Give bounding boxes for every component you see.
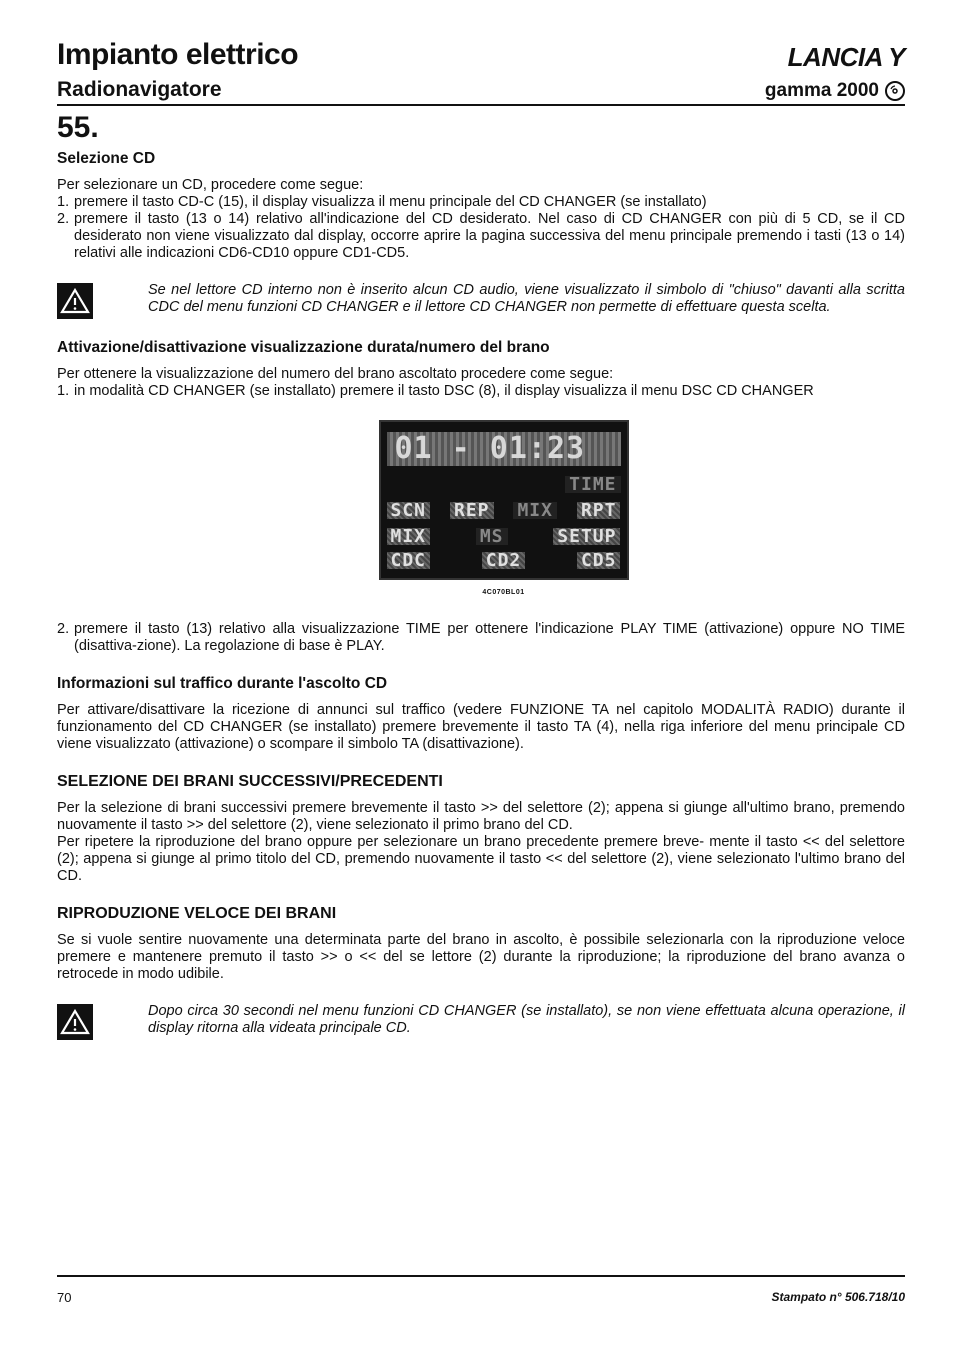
warning-text: Dopo circa 30 secondi nel menu funzioni CD CHANGER (se installato), se non viene effettuata alcuna operazione, il display ritorna alla videata principale CD. <box>148 1003 905 1036</box>
print-reference: Stampato n° 506.718/10 <box>771 1290 905 1304</box>
lcd-cell: CD2 <box>482 552 526 569</box>
list-number: 1. <box>57 383 70 399</box>
paragraph: Per selezionare un CD, procedere come segue: <box>57 177 364 193</box>
warning-note <box>57 282 905 319</box>
list-item <box>57 383 905 400</box>
heading-selezione-brani: SELEZIONE DEI BRANI SUCCESSIVI/PRECEDENTI <box>57 773 443 790</box>
warning-icon <box>57 1004 93 1040</box>
doc-title: Impianto elettrico <box>57 38 299 71</box>
list-item <box>57 194 905 211</box>
lcd-cell: MIX <box>387 528 431 545</box>
lcd-cell: SCN <box>387 502 431 519</box>
list-item <box>57 621 905 655</box>
lcd-row-2 <box>387 476 621 493</box>
lcd-cell: CD5 <box>577 552 621 569</box>
warning-icon <box>57 283 93 319</box>
image-code: 4C070BL01 <box>482 589 525 596</box>
display-figure <box>57 420 905 601</box>
list-text: in modalità CD CHANGER (se installato) premere il tasto DSC (8), il display visualizza il menu DSC CD CHANGER <box>74 383 814 399</box>
lcd-cell: RPT <box>577 502 621 519</box>
page-number: 70 <box>57 1290 72 1305</box>
page-content <box>57 150 905 1040</box>
lcd-cell: REP <box>450 502 494 519</box>
heading-riproduzione-veloce: RIPRODUZIONE VELOCE DEI BRANI <box>57 905 337 922</box>
section-number: 55. <box>57 111 99 144</box>
lcd-cell: SETUP <box>553 528 620 545</box>
cd-icon <box>885 81 905 101</box>
paragraph: Per ripetere la riproduzione del brano oppure per selezionare un brano precedente premere breve- mente il tasto << del selettore (2); appena si giunge al primo titolo del CD, premendo nuovamente il tasto << del selettore (2), viene selezionato l'ultimo brano del CD. <box>57 834 905 884</box>
range-label <box>765 80 905 102</box>
heading-selezione-cd: Selezione CD <box>57 150 156 167</box>
paragraph: Se si vuole sentire nuovamente una determinata parte del brano in ascolto, è possibile selezionarla con la riproduzione veloce premere e mantenere premuto il tasto >> o << del se lettore (2) durante la riproduzione; la riproduzione del brano avanza o retrocede in modo udibile. <box>57 932 905 982</box>
lcd-time-label: TIME <box>565 476 620 493</box>
list-number: 2. <box>57 621 70 637</box>
paragraph: Per attivare/disattivare la ricezione di annunci sul traffico (vedere FUNZIONE TA nel capitolo MODALITÀ RADIO) durante il funzionamento del CD CHANGER (se installato) premere brevemente il tasto TA (4), nella riga inferiore del menu principale CD viene visualizzato (attivazione) o scompare il simbolo TA (disattivazione). <box>57 702 905 752</box>
page-header <box>57 38 905 106</box>
range-text: gamma 2000 <box>764 80 879 101</box>
heading-attivazione: Attivazione/disattivazione visualizzazione durata/numero del brano <box>57 339 550 356</box>
lcd-row-3 <box>387 502 621 519</box>
header-rule <box>57 104 905 106</box>
lcd-track-time: 01 - 01:23 <box>387 432 621 466</box>
lcd-cell: CDC <box>387 552 431 569</box>
list-text: premere il tasto CD-C (15), il display visualizza il menu principale del CD CHANGER (se installato) <box>74 194 707 210</box>
warning-note <box>57 1003 905 1040</box>
list-number: 1. <box>57 194 70 210</box>
lcd-cell: MS <box>476 528 508 545</box>
list-text: premere il tasto (13) relativo alla visualizzazione TIME per ottenere l'indicazione PLAY TIME (attivazione) oppure NO TIME (disattiva-zione). La regolazione di base è PLAY. <box>74 621 905 654</box>
lcd-row-5 <box>387 552 621 569</box>
list-number: 2. <box>57 211 70 227</box>
lcd-row-4 <box>387 528 621 545</box>
lcd-display <box>379 420 629 580</box>
warning-text: Se nel lettore CD interno non è inserito alcun CD audio, viene visualizzato il simbolo di "chiuso" davanti alla scritta CDC del menu funzioni CD CHANGER e il lettore CD CHANGER non permette di effettuare questa scelta. <box>148 282 905 315</box>
doc-subtitle: Radionavigatore <box>57 78 222 101</box>
paragraph: Per ottenere la visualizzazione del numero del brano ascoltato procedere come segue: <box>57 366 614 382</box>
footer-rule <box>57 1275 905 1277</box>
heading-traffico: Informazioni sul traffico durante l'ascolto CD <box>57 675 388 692</box>
list-text: premere il tasto (13 o 14) relativo all'indicazione del CD desiderato. Nel caso di CD CHANGER con più di 5 CD, se il CD desiderato non viene visualizzato dal display, occorre aprire la pagina successiva del menu principale premendo i tasti (13 o 14) relativi alle indicazioni CD6-CD10 oppure CD1-CD5. <box>74 211 905 261</box>
paragraph: Per la selezione di brani successivi premere brevemente il tasto >> del selettore (2); appena si giunge all'ultimo brano, premendo nuovamente il tasto >> del selettore (2), viene selezionato il primo brano del CD. <box>57 800 905 833</box>
list-item <box>57 211 905 262</box>
lcd-cell: MIX <box>513 502 557 519</box>
brand-name: LANCIA Y <box>787 42 905 72</box>
